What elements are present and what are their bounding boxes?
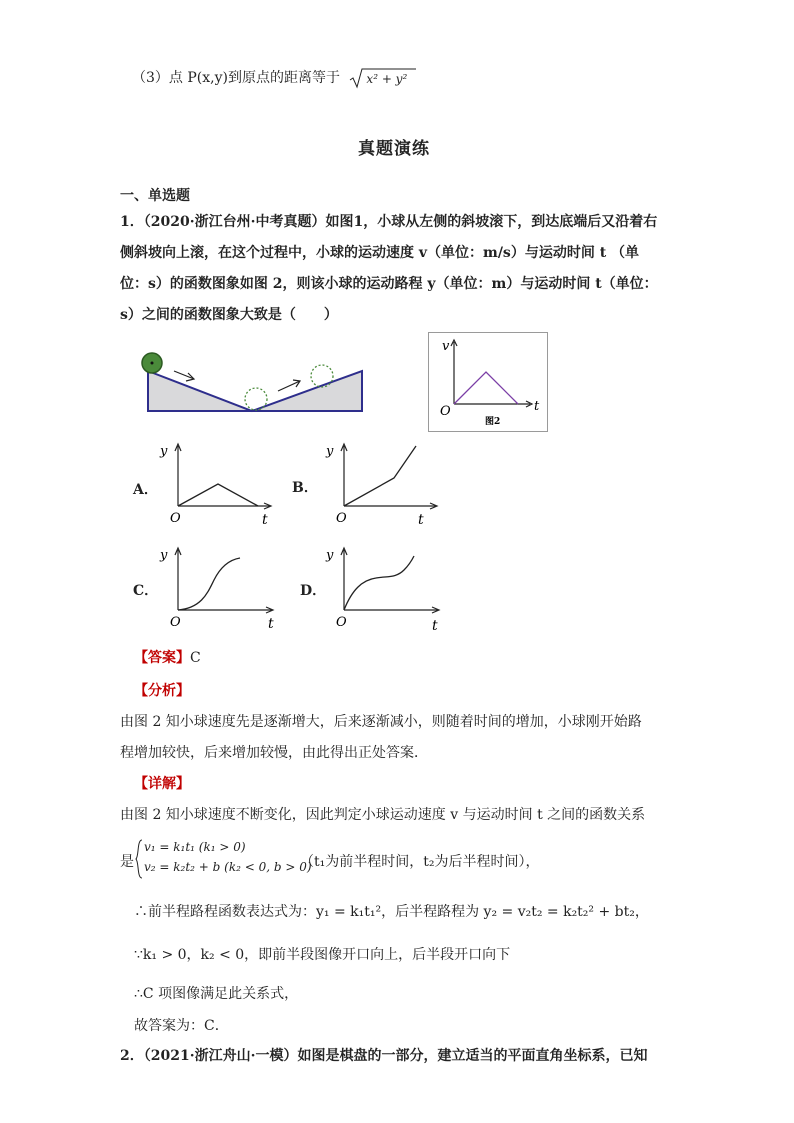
answer-row [134, 648, 201, 668]
fig2-origin: O [440, 404, 451, 419]
option-b-axis-y: y [326, 444, 334, 459]
top-line [132, 66, 418, 90]
q1-line-2: 侧斜坡向上滚，在这个过程中，小球的运动速度 v（单位：m/s）与运动时间 t （单 [120, 245, 640, 261]
detail-line-1: 由图 2 知小球速度不断变化，因此判定小球运动速度 v 与运动时间 t 之间的函数关系 [120, 807, 646, 823]
answer-value: C [190, 650, 201, 666]
option-b-label[interactable]: B． [292, 480, 318, 496]
system-row-1: v₁ = k₁t₁ (k₁ > 0) [144, 840, 246, 854]
option-c-graph[interactable] [152, 540, 287, 632]
option-a-origin: O [170, 511, 181, 526]
option-a-axis-y: y [160, 444, 168, 459]
option-c-axis-t: t [268, 616, 274, 632]
option-a-graph[interactable] [152, 438, 282, 528]
option-d-graph[interactable] [318, 540, 453, 632]
q1-line-4: s）之间的函数图象大致是（ ） [120, 307, 338, 323]
q1-line-3: 位：s）的函数图象如图 2，则该小球的运动路程 y（单位：m）与运动时间 t（单位： [120, 276, 658, 292]
option-b-graph[interactable] [318, 438, 448, 528]
velocity-line [454, 372, 518, 404]
option-b-curve [344, 446, 416, 506]
ball-dashed-top [311, 365, 333, 387]
option-c-label[interactable]: C． [133, 583, 159, 599]
figure2-vt-graph [428, 332, 548, 432]
ball-center-dot [151, 362, 154, 365]
fig2-axis-v: v [442, 339, 450, 354]
option-b-axis-t: t [418, 512, 424, 528]
system-row-2: v₂ = k₂t₂ + b (k₂ < 0, b > 0) [144, 860, 312, 874]
section-title: 真题演练 [358, 139, 430, 159]
q1-line-1: 1．（2020·浙江台州·中考真题）如图1，小球从左侧的斜坡滚下，到达底端后又沿着右 [120, 214, 658, 230]
option-a-label[interactable]: A． [133, 482, 158, 498]
option-c-curve [178, 558, 240, 610]
option-d-axis-y: y [326, 548, 334, 563]
slope-shape [148, 371, 362, 411]
option-d-origin: O [336, 615, 347, 630]
arrow-down-right-icon [174, 371, 194, 379]
ball-dashed-bottom [245, 388, 267, 410]
option-a-curve [178, 484, 258, 506]
option-d-label[interactable]: D． [300, 583, 327, 599]
q2-line: 2．（2021·浙江舟山·一模）如图是棋盘的一部分，建立适当的平面直角坐标系，已知 [120, 1048, 648, 1064]
analysis-tag: 【分析】 [134, 683, 190, 699]
option-a-axis-t: t [262, 512, 268, 528]
detail-line-5: ∴C 项图像满足此关系式， [134, 986, 299, 1002]
detail-line-3: ∴前半程路程函数表达式为：y₁ = k₁t₁²，后半程路程为 y₂ = v₂t₂ = k₂t₂² + bt₂， [134, 904, 649, 920]
option-d-curve [344, 556, 414, 610]
detail-line-6: 故答案为：C． [134, 1018, 229, 1034]
brace-icon [134, 838, 144, 880]
detail-line-4: ∵k₁ > 0，k₂ < 0，即前半段图像开口向上，后半段开口向下 [134, 947, 511, 963]
option-c-axis-y: y [160, 548, 168, 563]
analysis-line-1: 由图 2 知小球速度先是逐渐增大，后来逐渐减小，则随着时间的增加，小球刚开始路 [120, 714, 642, 730]
option-c-origin: O [170, 615, 181, 630]
sqrt-body: x² + y² [366, 72, 408, 86]
detail-system-prefix: 是 [120, 854, 134, 870]
answer-tag: 【答案】 [134, 650, 190, 666]
fig2-axis-t: t [534, 399, 540, 414]
section-heading: 一、单选题 [120, 188, 190, 204]
sqrt-formula [348, 66, 418, 90]
detail-tag: 【详解】 [134, 776, 190, 792]
top-line-text: （3）点 P(x,y)到原点的距离等于 [132, 70, 340, 86]
figure1-slopes [136, 343, 371, 423]
option-d-axis-t: t [432, 618, 438, 632]
analysis-line-2: 程增加较快，后来增加较慢，由此得出正处答案． [120, 745, 428, 761]
fig2-caption: 图2 [485, 417, 501, 427]
system-note: （t₁为前半程时间，t₂为后半程时间）， [300, 854, 540, 870]
option-b-origin: O [336, 511, 347, 526]
